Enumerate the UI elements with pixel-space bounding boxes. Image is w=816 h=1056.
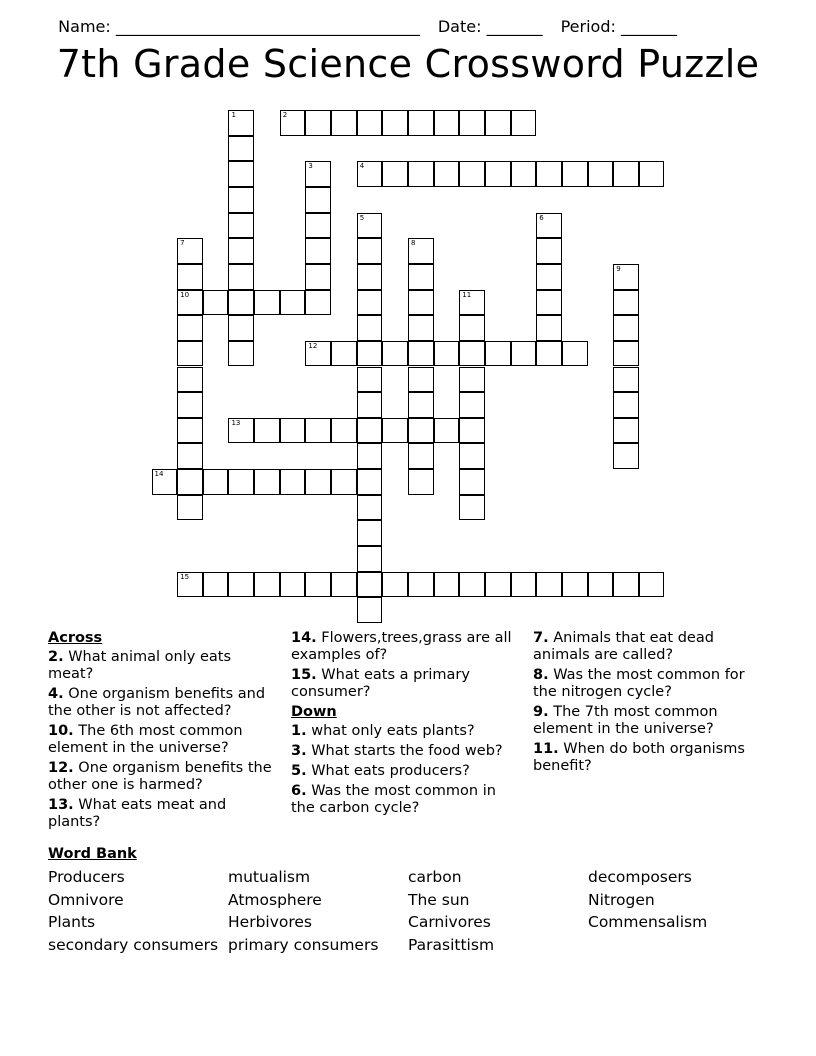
crossword-cell[interactable]: [562, 341, 588, 367]
crossword-cell[interactable]: [280, 469, 306, 495]
crossword-cell[interactable]: [459, 110, 485, 136]
crossword-cell[interactable]: [331, 341, 357, 367]
crossword-cell[interactable]: [382, 110, 408, 136]
crossword-cell[interactable]: [613, 290, 639, 316]
crossword-cell[interactable]: [408, 238, 434, 264]
crossword-cell-number: 4: [359, 162, 365, 171]
crossword-cell[interactable]: [177, 418, 203, 444]
crossword-cell[interactable]: [228, 264, 254, 290]
name-field-label: Name: ______________________________________: [58, 17, 420, 36]
clue-down-7: 7. Animals that eat dead animals are called?: [533, 630, 714, 663]
crossword-cell[interactable]: [562, 572, 588, 598]
crossword-cell[interactable]: [228, 469, 254, 495]
crossword-cell[interactable]: [305, 213, 331, 239]
crossword-cell[interactable]: [203, 290, 229, 316]
crossword-cell-number: 8: [411, 239, 416, 248]
clue-across-13: 13. What eats meat and plants?: [48, 797, 227, 830]
crossword-cell[interactable]: [357, 392, 383, 418]
word-bank-word: Herbivores: [228, 913, 313, 931]
crossword-cell[interactable]: [228, 161, 254, 187]
crossword-cell[interactable]: [408, 392, 434, 418]
crossword-cell[interactable]: [485, 161, 511, 187]
crossword-cell[interactable]: [408, 469, 434, 495]
crossword-cell[interactable]: [228, 187, 254, 213]
crossword-cell[interactable]: [203, 572, 229, 598]
crossword-cell[interactable]: [511, 341, 537, 367]
crossword-cell[interactable]: [408, 367, 434, 393]
crossword-cell[interactable]: [177, 264, 203, 290]
crossword-cell[interactable]: [203, 469, 229, 495]
crossword-cell[interactable]: [331, 418, 357, 444]
crossword-cell[interactable]: [152, 469, 178, 495]
crossword-cell[interactable]: [459, 495, 485, 521]
clue-down-3: 3. What starts the food web?: [291, 743, 503, 759]
crossword-cell[interactable]: [459, 418, 485, 444]
crossword-cell[interactable]: [536, 264, 562, 290]
crossword-cell[interactable]: [177, 290, 203, 316]
crossword-cell[interactable]: [228, 290, 254, 316]
crossword-cell-number: 15: [180, 572, 190, 581]
crossword-cell[interactable]: [408, 315, 434, 341]
crossword-cell[interactable]: [305, 110, 331, 136]
page-title: 7th Grade Science Crossword Puzzle: [56, 42, 760, 86]
crossword-cell[interactable]: [408, 572, 434, 598]
crossword-cell[interactable]: [613, 315, 639, 341]
crossword-cell[interactable]: [408, 341, 434, 367]
crossword-cell[interactable]: [228, 238, 254, 264]
crossword-cell[interactable]: [408, 443, 434, 469]
crossword-cell-number: 9: [616, 264, 621, 273]
word-bank-word: Commensalism: [588, 913, 708, 931]
clue-down-5: 5. What eats producers?: [291, 763, 470, 779]
crossword-cell[interactable]: [511, 572, 537, 598]
crossword-cell[interactable]: [434, 110, 460, 136]
crossword-cell[interactable]: [536, 213, 562, 239]
crossword-cell[interactable]: [305, 187, 331, 213]
clue-down-9: 9. The 7th most common element in the universe?: [533, 704, 718, 737]
crossword-cell-number: 11: [462, 290, 472, 299]
crossword-cell[interactable]: [613, 264, 639, 290]
crossword-cell[interactable]: [305, 418, 331, 444]
crossword-cell[interactable]: [228, 341, 254, 367]
crossword-cell[interactable]: [408, 110, 434, 136]
clue-across-2: 2. What animal only eats meat?: [48, 649, 232, 682]
clue-down-6: 6. Was the most common in the carbon cycle?: [291, 783, 496, 816]
crossword-cell-number: 13: [231, 418, 241, 427]
crossword-cell[interactable]: [177, 238, 203, 264]
word-bank-word: carbon: [408, 868, 462, 886]
crossword-cell[interactable]: [357, 546, 383, 572]
crossword-cell[interactable]: [536, 341, 562, 367]
crossword-cell[interactable]: [305, 341, 331, 367]
crossword-cell[interactable]: [177, 367, 203, 393]
crossword-cell[interactable]: [613, 572, 639, 598]
crossword-cell[interactable]: [459, 367, 485, 393]
crossword-cell[interactable]: [408, 418, 434, 444]
crossword-cell[interactable]: [357, 110, 383, 136]
crossword-cell[interactable]: [228, 572, 254, 598]
crossword-cell[interactable]: [639, 572, 665, 598]
crossword-cell[interactable]: [254, 572, 280, 598]
crossword-cell[interactable]: [177, 315, 203, 341]
crossword-cell[interactable]: [536, 161, 562, 187]
crossword-cell[interactable]: [382, 161, 408, 187]
down-heading: Down: [291, 704, 337, 720]
crossword-cell[interactable]: [357, 290, 383, 316]
crossword-cell[interactable]: [228, 418, 254, 444]
crossword-cell[interactable]: [382, 572, 408, 598]
crossword-cell[interactable]: [588, 161, 614, 187]
crossword-cell[interactable]: [254, 418, 280, 444]
word-bank-word: Nitrogen: [588, 891, 655, 909]
crossword-cell[interactable]: [305, 572, 331, 598]
crossword-cell[interactable]: [459, 290, 485, 316]
crossword-cell[interactable]: [459, 341, 485, 367]
crossword-cell[interactable]: [280, 572, 306, 598]
crossword-cell[interactable]: [511, 110, 537, 136]
crossword-cell[interactable]: [459, 443, 485, 469]
header-fields: [48, 0, 677, 36]
crossword-cell[interactable]: [228, 110, 254, 136]
crossword-cell[interactable]: [459, 572, 485, 598]
crossword-cell[interactable]: [357, 238, 383, 264]
crossword-cell[interactable]: [485, 110, 511, 136]
crossword-cell[interactable]: [613, 443, 639, 469]
crossword-cell[interactable]: [357, 469, 383, 495]
clues-column-1: [48, 630, 280, 834]
crossword-cell[interactable]: [177, 495, 203, 521]
across-heading: Across: [48, 630, 103, 646]
crossword-cell[interactable]: [613, 392, 639, 418]
word-bank-word: Parasittism: [408, 936, 495, 954]
crossword-cell-number: 7: [180, 239, 185, 248]
clue-down-11: 11. When do both organisms benefit?: [533, 741, 745, 774]
crossword-cell[interactable]: [639, 161, 665, 187]
crossword-cell[interactable]: [434, 572, 460, 598]
crossword-cell[interactable]: [280, 418, 306, 444]
crossword-cell[interactable]: [382, 418, 408, 444]
clue-across-14: 14. Flowers,trees,grass are all examples of?: [291, 630, 512, 663]
crossword-cell-number: 10: [180, 290, 190, 299]
crossword-cell[interactable]: [357, 341, 383, 367]
crossword-cell[interactable]: [536, 238, 562, 264]
crossword-cell[interactable]: [331, 110, 357, 136]
word-bank-word: primary consumers: [228, 936, 379, 954]
crossword-cell[interactable]: [408, 290, 434, 316]
crossword-cell[interactable]: [177, 469, 203, 495]
crossword-cell[interactable]: [357, 520, 383, 546]
word-bank-word: The sun: [408, 891, 470, 909]
crossword-cell[interactable]: [536, 290, 562, 316]
crossword-cell-number: 3: [308, 162, 313, 171]
word-bank-word: Producers: [48, 868, 125, 886]
crossword-cell[interactable]: [280, 110, 306, 136]
crossword-cell[interactable]: [434, 418, 460, 444]
crossword-cell[interactable]: [228, 315, 254, 341]
crossword-cell[interactable]: [434, 341, 460, 367]
crossword-cell[interactable]: [280, 290, 306, 316]
crossword-cell-number: 2: [282, 111, 288, 119]
crossword-cell[interactable]: [331, 572, 357, 598]
crossword-cell[interactable]: [459, 315, 485, 341]
word-bank-word: secondary consumers: [48, 936, 219, 954]
crossword-cell[interactable]: [177, 443, 203, 469]
crossword-cell[interactable]: [305, 264, 331, 290]
crossword-cell[interactable]: [485, 572, 511, 598]
clue-across-15: 15. What eats a primary consumer?: [291, 667, 470, 700]
clue-across-12: 12. One organism benefits the other one is harmed?: [48, 760, 272, 793]
crossword-cell[interactable]: [357, 418, 383, 444]
crossword-cell[interactable]: [305, 290, 331, 316]
crossword-cell[interactable]: [357, 264, 383, 290]
crossword-cell[interactable]: [254, 469, 280, 495]
crossword-cell[interactable]: [357, 213, 383, 239]
clue-across-10: 10. The 6th most common element in the universe?: [48, 723, 243, 756]
crossword-cell[interactable]: [459, 469, 485, 495]
crossword-cell[interactable]: [228, 136, 254, 162]
crossword-cell[interactable]: [459, 161, 485, 187]
word-bank-heading: Word Bank: [48, 846, 137, 862]
crossword-cell[interactable]: [382, 341, 408, 367]
crossword-cell[interactable]: [485, 341, 511, 367]
crossword-cell[interactable]: [357, 161, 383, 187]
word-bank-word: Carnivores: [408, 913, 491, 931]
clues-column-3: [533, 630, 763, 778]
crossword-cell[interactable]: [408, 264, 434, 290]
crossword-cell[interactable]: [511, 161, 537, 187]
crossword-cell[interactable]: [613, 367, 639, 393]
crossword-cell-number: 5: [359, 213, 365, 222]
crossword-cell[interactable]: [357, 315, 383, 341]
crossword-cell[interactable]: [357, 572, 383, 598]
crossword-cell[interactable]: [613, 341, 639, 367]
word-bank-word: Omnivore: [48, 891, 124, 909]
crossword-cell[interactable]: [177, 341, 203, 367]
word-bank-word: mutualism: [228, 868, 311, 886]
word-bank-word: Plants: [48, 913, 96, 931]
clue-across-4: 4. One organism benefits and the other is not affected?: [48, 686, 266, 719]
crossword-cell[interactable]: [357, 495, 383, 521]
crossword-cell[interactable]: [562, 161, 588, 187]
crossword-cell[interactable]: [305, 161, 331, 187]
crossword-cell[interactable]: [305, 469, 331, 495]
date-field-label: Date: _______: [437, 17, 543, 36]
crossword-cell[interactable]: [331, 469, 357, 495]
crossword-cell[interactable]: [588, 572, 614, 598]
crossword-cell[interactable]: [177, 392, 203, 418]
crossword-cell[interactable]: [613, 161, 639, 187]
word-bank-word: Atmosphere: [228, 891, 322, 909]
clue-down-8: 8. Was the most common for the nitrogen cycle?: [533, 667, 745, 700]
crossword-cell[interactable]: [408, 161, 434, 187]
clue-down-1: 1. what only eats plants?: [291, 723, 475, 739]
crossword-cell[interactable]: [357, 443, 383, 469]
crossword-cell[interactable]: [536, 315, 562, 341]
crossword-cell-number: 12: [308, 341, 318, 350]
crossword-cell[interactable]: [434, 161, 460, 187]
crossword-cell[interactable]: [177, 572, 203, 598]
crossword-cell[interactable]: [536, 572, 562, 598]
crossword-cell[interactable]: [357, 597, 383, 623]
clues-column-2: [291, 630, 515, 820]
crossword-cell[interactable]: [305, 238, 331, 264]
crossword-cell[interactable]: [228, 213, 254, 239]
crossword-cell[interactable]: [357, 367, 383, 393]
crossword-cell[interactable]: [459, 392, 485, 418]
crossword-cell-number: 6: [539, 213, 544, 222]
crossword-cell-number: 1: [231, 111, 236, 119]
period-field-label: Period: _______: [560, 17, 677, 36]
crossword-cell[interactable]: [613, 418, 639, 444]
crossword-cell[interactable]: [254, 290, 280, 316]
crossword-cell-number: 14: [154, 470, 164, 479]
word-bank-word: decomposers: [588, 868, 692, 886]
